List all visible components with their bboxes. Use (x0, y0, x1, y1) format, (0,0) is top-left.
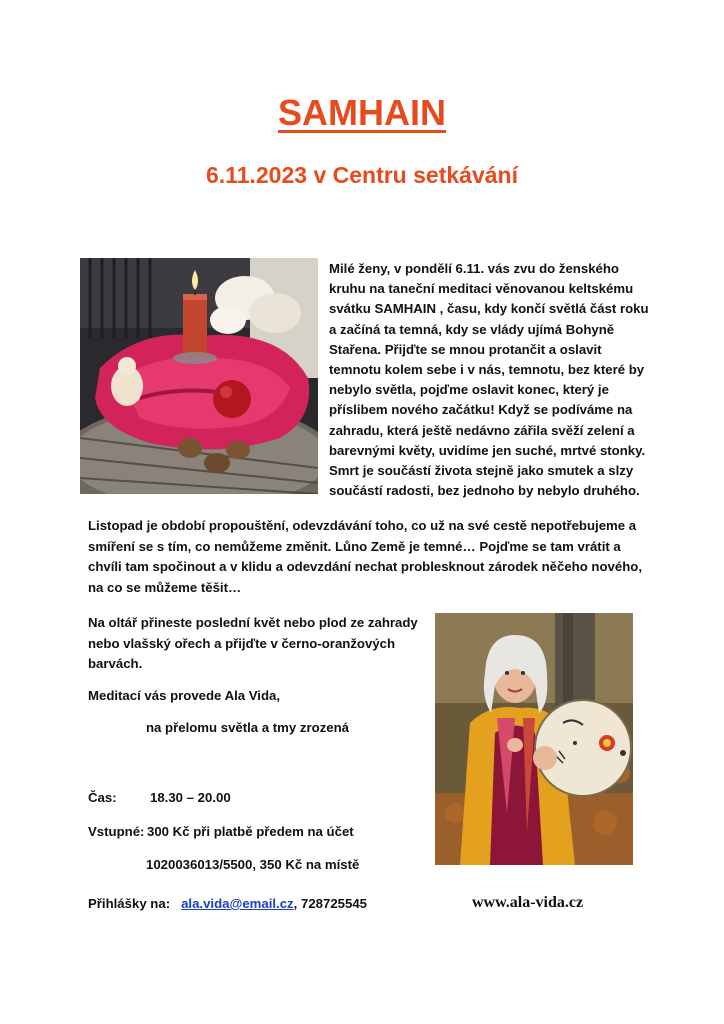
time-value: 18.30 – 20.00 (150, 790, 231, 805)
email-link[interactable]: ala.vida@email.cz (181, 896, 294, 911)
website-text: www.ala-vida.cz (472, 894, 584, 911)
candle-altar-photo (80, 258, 318, 494)
time-label: Čas: (88, 790, 117, 805)
leader-tagline: na přelomu světla a tmy zrozená (146, 720, 350, 735)
leader-photo (435, 613, 633, 865)
title-text: SAMHAIN (278, 92, 446, 133)
contact-label: Přihlášky na: (88, 896, 171, 911)
fee-label: Vstupné: (88, 824, 145, 839)
phone-number: , 728725545 (293, 896, 367, 911)
leader-line: Meditací vás provede Ala Vida, (88, 688, 281, 703)
altar-paragraph: Na oltář přineste poslední květ nebo plod ze zahrady nebo vlašský ořech a přijďte v černo-oranžových barvách. (88, 615, 418, 672)
intro-paragraph: Milé ženy, v pondělí 6.11. vás zvu do ženského kruhu na taneční meditaci věnovanou keltskému svátku SAMHAIN , času, kdy končí světlá část roku a začíná ta temná, kdy se vlády ujímá Bohyně Stařena. Přijďte se mnou protančit a oslavit temnotu kolem sebe i v nás, temnotu, bez které by nebylo světla, pojďme oslavit konec, který je příslibem nového začátku! Když se podíváme na zahradu, která ještě nedávno zářila svěží zelení a barevnými květy, uvidíme jen suché, mrtvé stonky. Smrt je součástí života stejně jako smutek a slzy součástí radosti, bez jednoho by nebylo druhého. (329, 261, 649, 499)
fee-value: 300 Kč při platbě předem na účet (147, 824, 354, 839)
november-paragraph: Listopad je období propouštění, odevzdávání toho, co už na své cestě nepotřebujeme a smíření se s tím, co nemůžeme změnit. Lůno Země je temné… Pojďme se tam vrátit a chvíli tam spočinout a v klidu a odevzdání nechat problesknout zárodek něčeho nového, na co se můžeme těšit… (88, 518, 642, 595)
fee-account: 1020036013/5500, 350 Kč na místě (146, 857, 360, 872)
page-title (0, 92, 724, 134)
contact-line (88, 894, 367, 915)
page-subtitle: 6.11.2023 v Centru setkávání (206, 162, 518, 188)
